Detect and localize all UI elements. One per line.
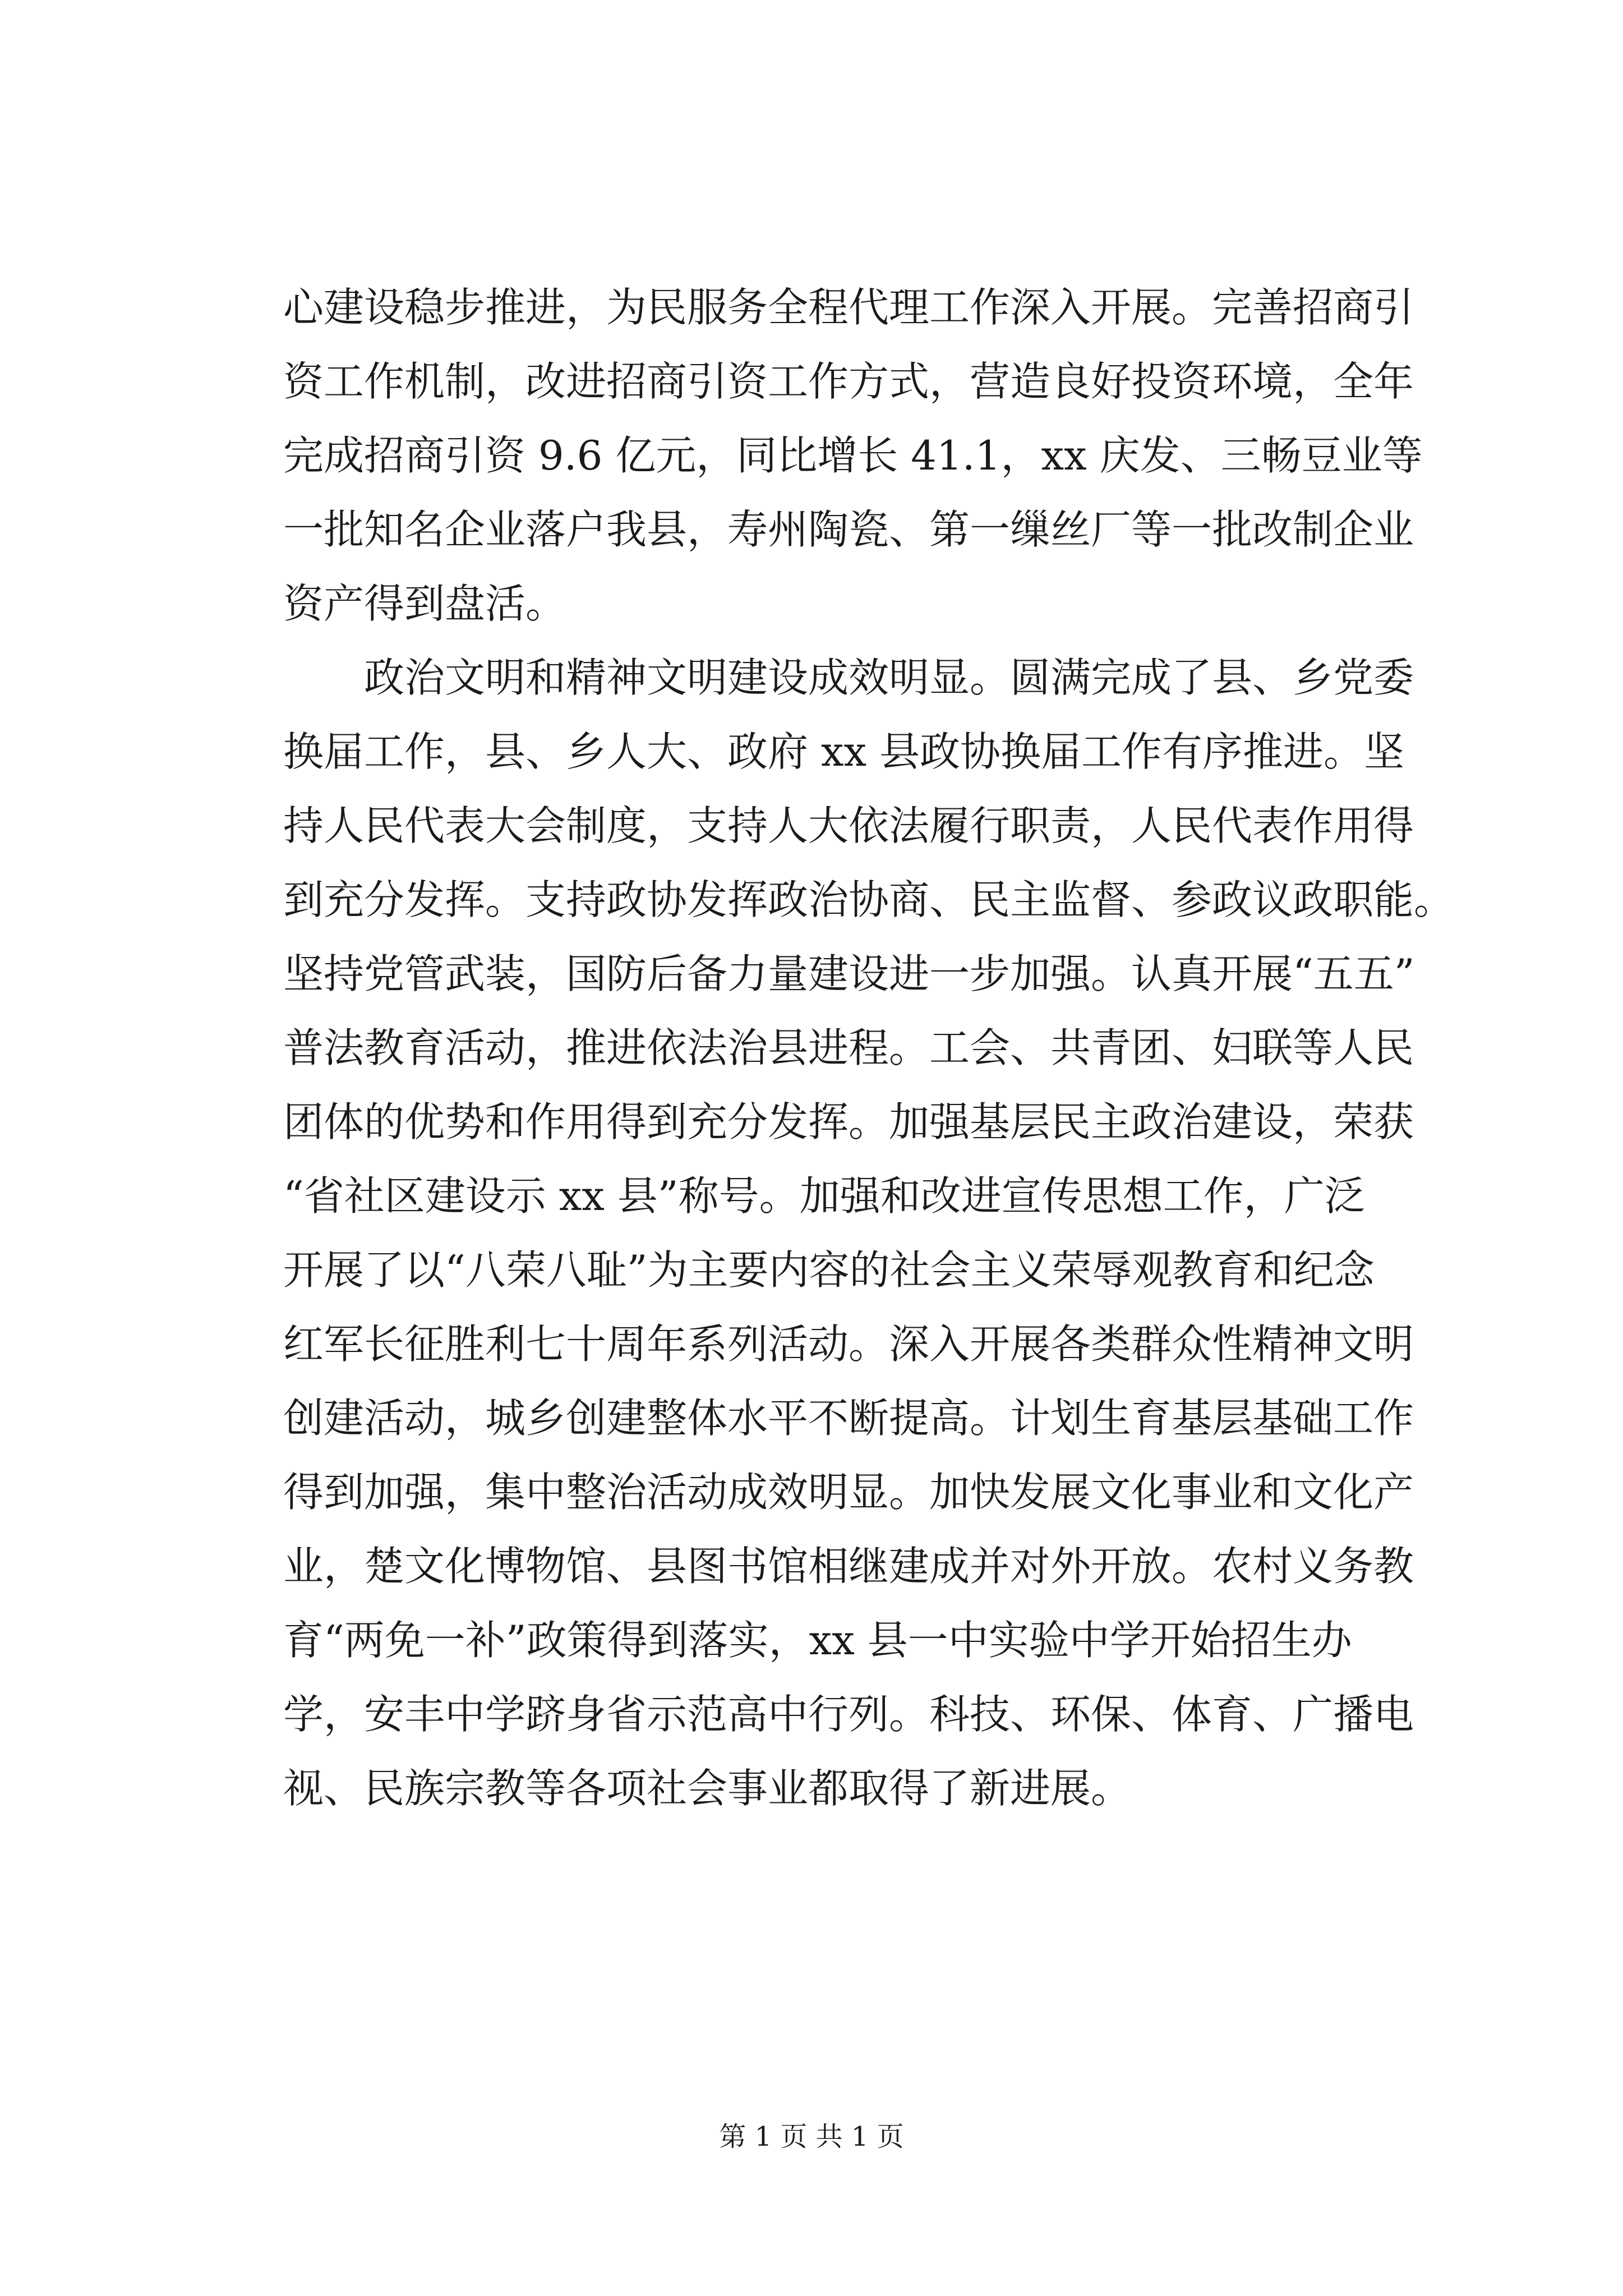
text-line: 换届工作，县、乡人大、政府 xx 县政协换届工作有序推进。坚: [283, 728, 1404, 775]
text-line: 普法教育活动，推进依法治县进程。工会、共青团、妇联等人民: [283, 1024, 1414, 1071]
text-line: 业，楚文化博物馆、县图书馆相继建成并对外开放。农村义务教: [283, 1543, 1414, 1590]
text-line: “省社区建设示 xx 县”称号。加强和改进宣传思想工作，广泛: [283, 1172, 1365, 1220]
document-body: [283, 270, 1455, 1825]
page-footer: 第 1 页 共 1 页: [719, 2121, 904, 2152]
text-line: 育“两免一补”政策得到落实，xx 县一中实验中学开始招生办: [283, 1617, 1352, 1664]
text-line: 一批知名企业落户我县，寿州陶瓷、第一缫丝厂等一批改制企业: [283, 506, 1414, 553]
text-line: 学，安丰中学跻身省示范高中行列。科技、环保、体育、广播电: [283, 1691, 1414, 1738]
text-line: 持人民代表大会制度，支持人大依法履行职责，人民代表作用得: [283, 802, 1414, 849]
text-line: 开展了以“八荣八耻”为主要内容的社会主义荣辱观教育和纪念: [283, 1246, 1375, 1294]
text-line: 坚持党管武装，国防后备力量建设进一步加强。认真开展“五五”: [283, 950, 1415, 997]
text-line: 红军长征胜利七十周年系列活动。深入开展各类群众性精神文明: [283, 1320, 1414, 1368]
text-line: 视、民族宗教等各项社会事业都取得了新进展。: [283, 1765, 1132, 1812]
text-line: 资产得到盘活。: [283, 580, 566, 627]
text-line: 资工作机制，改进招商引资工作方式，营造良好投资环境，全年: [283, 358, 1414, 405]
text-line: 到充分发挥。支持政协发挥政治协商、民主监督、参政议政职能。: [283, 876, 1455, 923]
text-line: 政治文明和精神文明建设成效明显。圆满完成了县、乡党委: [283, 654, 1414, 701]
text-line: 心建设稳步推进，为民服务全程代理工作深入开展。完善招商引: [283, 284, 1414, 331]
text-line: 得到加强，集中整治活动成效明显。加快发展文化事业和文化产: [283, 1469, 1414, 1516]
text-line: 团体的优势和作用得到充分发挥。加强基层民主政治建设，荣获: [283, 1098, 1414, 1145]
text-line: 创建活动，城乡创建整体水平不断提高。计划生育基层基础工作: [283, 1395, 1414, 1442]
text-line: 完成招商引资 9.6 亿元，同比增长 41.1，xx 庆发、三畅豆业等: [283, 432, 1423, 479]
